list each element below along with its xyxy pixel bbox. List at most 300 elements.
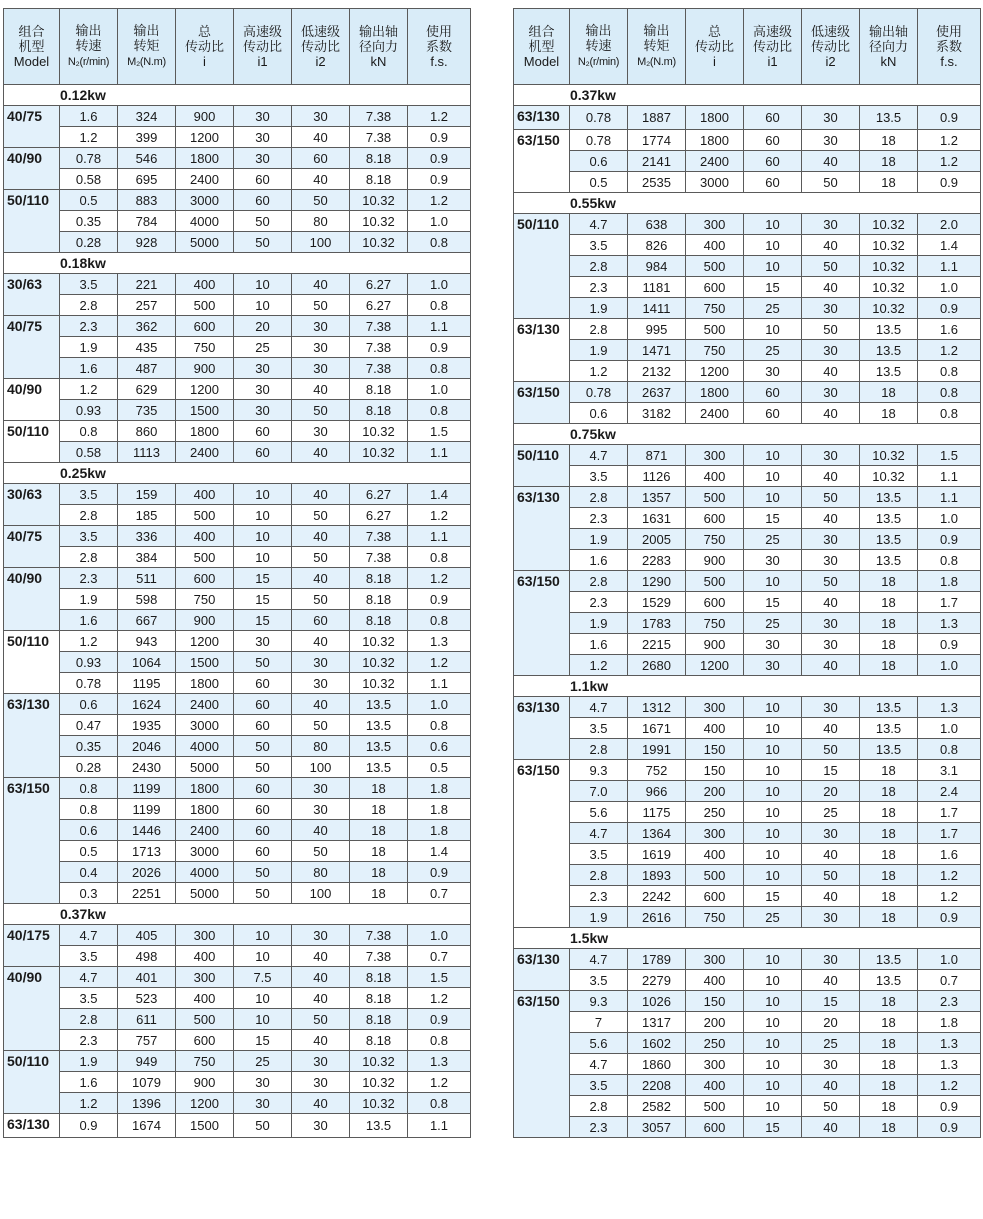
table-row	[4, 757, 471, 778]
table-row	[514, 487, 981, 508]
high-speed-ratio-cell: 50	[234, 883, 292, 904]
output-torque-cell: 883	[118, 190, 176, 211]
radial-force-cell: 8.18	[350, 1009, 408, 1030]
table-row	[4, 841, 471, 862]
total-ratio-cell: 400	[176, 988, 234, 1009]
table-row	[514, 949, 981, 970]
model-cell: 63/150	[514, 130, 570, 193]
low-speed-ratio-cell: 30	[802, 529, 860, 550]
radial-force-cell: 7.38	[350, 337, 408, 358]
low-speed-ratio-cell: 40	[292, 127, 350, 148]
high-speed-ratio-cell: 15	[234, 568, 292, 589]
output-speed-cell: 2.8	[60, 547, 118, 568]
service-factor-cell: 2.4	[918, 781, 981, 802]
header-model: 组合 机型 Model	[4, 9, 60, 85]
output-torque-cell: 1199	[118, 778, 176, 799]
service-factor-cell: 1.6	[918, 319, 981, 340]
low-speed-ratio-cell: 30	[802, 613, 860, 634]
model-cell: 50/110	[514, 214, 570, 319]
service-factor-cell: 1.2	[918, 1075, 981, 1096]
radial-force-cell: 10.32	[350, 631, 408, 652]
output-speed-cell: 5.6	[570, 802, 628, 823]
total-ratio-cell: 1800	[686, 106, 744, 130]
high-speed-ratio-cell: 10	[234, 547, 292, 568]
total-ratio-cell: 400	[686, 718, 744, 739]
total-ratio-cell: 400	[686, 466, 744, 487]
service-factor-cell: 1.7	[918, 823, 981, 844]
radial-force-cell: 18	[860, 823, 918, 844]
high-speed-ratio-cell: 30	[234, 106, 292, 127]
radial-force-cell: 18	[350, 883, 408, 904]
low-speed-ratio-cell: 15	[802, 991, 860, 1012]
total-ratio-cell: 900	[176, 106, 234, 127]
service-factor-cell: 0.8	[918, 382, 981, 403]
high-speed-ratio-cell: 60	[744, 403, 802, 424]
radial-force-cell: 18	[350, 820, 408, 841]
output-speed-cell: 3.5	[60, 946, 118, 967]
high-speed-ratio-cell: 30	[234, 1072, 292, 1093]
radial-force-cell: 13.5	[860, 361, 918, 382]
output-speed-cell: 1.2	[570, 361, 628, 382]
model-cell: 40/90	[4, 379, 60, 421]
output-torque-cell: 629	[118, 379, 176, 400]
output-speed-cell: 0.35	[60, 211, 118, 232]
table-row	[514, 697, 981, 718]
radial-force-cell: 18	[350, 799, 408, 820]
high-speed-ratio-cell: 25	[744, 529, 802, 550]
output-torque-cell: 1602	[628, 1033, 686, 1054]
total-ratio-cell: 900	[176, 358, 234, 379]
output-torque-cell: 1290	[628, 571, 686, 592]
table-row	[514, 865, 981, 886]
service-factor-cell: 0.9	[918, 172, 981, 193]
high-speed-ratio-cell: 10	[744, 487, 802, 508]
low-speed-ratio-cell: 50	[292, 547, 350, 568]
table-row	[4, 988, 471, 1009]
radial-force-cell: 13.5	[350, 715, 408, 736]
output-torque-cell: 598	[118, 589, 176, 610]
total-ratio-cell: 1800	[176, 799, 234, 820]
low-speed-ratio-cell: 30	[802, 949, 860, 970]
table-row	[4, 274, 471, 295]
output-torque-cell: 1471	[628, 340, 686, 361]
radial-force-cell: 13.5	[350, 1114, 408, 1138]
output-speed-cell: 0.9	[60, 1114, 118, 1138]
low-speed-ratio-cell: 30	[802, 634, 860, 655]
model-cell: 63/130	[514, 319, 570, 382]
output-speed-cell: 0.6	[60, 820, 118, 841]
output-speed-cell: 0.58	[60, 169, 118, 190]
output-torque-cell: 2283	[628, 550, 686, 571]
output-torque-cell: 2215	[628, 634, 686, 655]
output-torque-cell: 984	[628, 256, 686, 277]
low-speed-ratio-cell: 50	[802, 865, 860, 886]
total-ratio-cell: 1800	[176, 673, 234, 694]
output-torque-cell: 498	[118, 946, 176, 967]
table-row	[4, 148, 471, 169]
output-torque-cell: 1935	[118, 715, 176, 736]
high-speed-ratio-cell: 60	[234, 778, 292, 799]
service-factor-cell: 0.9	[408, 148, 471, 169]
table-row	[4, 568, 471, 589]
service-factor-cell: 0.9	[408, 589, 471, 610]
total-ratio-cell: 900	[686, 550, 744, 571]
output-speed-cell: 0.78	[60, 148, 118, 169]
total-ratio-cell: 400	[176, 274, 234, 295]
high-speed-ratio-cell: 7.5	[234, 967, 292, 988]
service-factor-cell: 1.5	[918, 445, 981, 466]
high-speed-ratio-cell: 25	[744, 340, 802, 361]
low-speed-ratio-cell: 40	[802, 718, 860, 739]
table-row	[514, 844, 981, 865]
radial-force-cell: 13.5	[350, 736, 408, 757]
radial-force-cell: 13.5	[860, 718, 918, 739]
high-speed-ratio-cell: 30	[744, 634, 802, 655]
service-factor-cell: 1.1	[918, 256, 981, 277]
table-row	[4, 673, 471, 694]
output-torque-cell: 2141	[628, 151, 686, 172]
low-speed-ratio-cell: 30	[292, 673, 350, 694]
table-row	[514, 1096, 981, 1117]
low-speed-ratio-cell: 30	[802, 340, 860, 361]
total-ratio-cell: 600	[686, 277, 744, 298]
table-row	[4, 652, 471, 673]
output-torque-cell: 1181	[628, 277, 686, 298]
model-cell: 63/130	[514, 949, 570, 991]
high-speed-ratio-cell: 30	[234, 358, 292, 379]
service-factor-cell: 1.8	[918, 1012, 981, 1033]
service-factor-cell: 1.0	[408, 274, 471, 295]
table-row	[514, 592, 981, 613]
high-speed-ratio-cell: 50	[234, 862, 292, 883]
high-speed-ratio-cell: 30	[234, 631, 292, 652]
high-speed-ratio-cell: 60	[234, 190, 292, 211]
radial-force-cell: 7.38	[350, 106, 408, 127]
table-row	[4, 547, 471, 568]
high-speed-ratio-cell: 30	[744, 361, 802, 382]
low-speed-ratio-cell: 80	[292, 736, 350, 757]
high-speed-ratio-cell: 30	[744, 655, 802, 676]
output-speed-cell: 1.9	[60, 337, 118, 358]
low-speed-ratio-cell: 40	[802, 1075, 860, 1096]
radial-force-cell: 7.38	[350, 127, 408, 148]
service-factor-cell: 1.3	[918, 613, 981, 634]
high-speed-ratio-cell: 15	[234, 1030, 292, 1051]
table-row	[4, 379, 471, 400]
low-speed-ratio-cell: 30	[292, 652, 350, 673]
output-speed-cell: 1.6	[60, 610, 118, 631]
output-torque-cell: 871	[628, 445, 686, 466]
output-speed-cell: 0.47	[60, 715, 118, 736]
low-speed-ratio-cell: 15	[802, 760, 860, 781]
radial-force-cell: 13.5	[860, 739, 918, 760]
radial-force-cell: 8.18	[350, 967, 408, 988]
power-section-row	[514, 676, 981, 697]
total-ratio-cell: 200	[686, 781, 744, 802]
table-row	[514, 823, 981, 844]
total-ratio-cell: 500	[686, 319, 744, 340]
high-speed-ratio-cell: 30	[234, 400, 292, 421]
low-speed-ratio-cell: 60	[292, 148, 350, 169]
service-factor-cell: 1.8	[408, 799, 471, 820]
table-row	[514, 907, 981, 928]
power-section-row	[514, 193, 981, 214]
high-speed-ratio-cell: 10	[744, 256, 802, 277]
service-factor-cell: 1.1	[918, 487, 981, 508]
table-row	[4, 1030, 471, 1051]
service-factor-cell: 0.8	[918, 550, 981, 571]
table-row	[4, 358, 471, 379]
output-speed-cell: 2.3	[60, 568, 118, 589]
low-speed-ratio-cell: 30	[802, 1054, 860, 1075]
service-factor-cell: 1.5	[408, 967, 471, 988]
output-torque-cell: 2637	[628, 382, 686, 403]
high-speed-ratio-cell: 10	[744, 445, 802, 466]
low-speed-ratio-cell: 50	[292, 715, 350, 736]
total-ratio-cell: 300	[686, 823, 744, 844]
output-speed-cell: 0.5	[570, 172, 628, 193]
total-ratio-cell: 500	[686, 256, 744, 277]
output-torque-cell: 757	[118, 1030, 176, 1051]
output-torque-cell: 1893	[628, 865, 686, 886]
high-speed-ratio-cell: 50	[234, 736, 292, 757]
header-output-speed: 输出 转速 N₂(r/min)	[60, 9, 118, 85]
model-cell: 63/150	[514, 760, 570, 928]
model-cell: 50/110	[4, 631, 60, 694]
header-output-torque: 输出 转矩 M₂(N.m)	[628, 9, 686, 85]
service-factor-cell: 1.2	[408, 568, 471, 589]
high-speed-ratio-cell: 30	[234, 148, 292, 169]
high-speed-ratio-cell: 10	[234, 274, 292, 295]
output-torque-cell: 638	[628, 214, 686, 235]
high-speed-ratio-cell: 60	[744, 106, 802, 130]
table-row	[4, 1051, 471, 1072]
service-factor-cell: 1.0	[918, 277, 981, 298]
output-speed-cell: 2.3	[570, 886, 628, 907]
output-torque-cell: 1674	[118, 1114, 176, 1138]
low-speed-ratio-cell: 40	[292, 694, 350, 715]
total-ratio-cell: 300	[686, 949, 744, 970]
total-ratio-cell: 1500	[176, 652, 234, 673]
low-speed-ratio-cell: 30	[292, 1051, 350, 1072]
output-torque-cell: 1671	[628, 718, 686, 739]
service-factor-cell: 1.7	[918, 802, 981, 823]
output-torque-cell: 1619	[628, 844, 686, 865]
radial-force-cell: 18	[350, 841, 408, 862]
model-cell: 63/150	[4, 778, 60, 904]
output-speed-cell: 0.78	[60, 673, 118, 694]
low-speed-ratio-cell: 30	[802, 106, 860, 130]
low-speed-ratio-cell: 50	[292, 505, 350, 526]
header-output-speed: 输出 转速 N₂(r/min)	[570, 9, 628, 85]
radial-force-cell: 8.18	[350, 379, 408, 400]
service-factor-cell: 1.3	[918, 697, 981, 718]
total-ratio-cell: 5000	[176, 883, 234, 904]
output-torque-cell: 1411	[628, 298, 686, 319]
output-speed-cell: 7.0	[570, 781, 628, 802]
total-ratio-cell: 750	[176, 1051, 234, 1072]
total-ratio-cell: 400	[176, 526, 234, 547]
output-speed-cell: 1.9	[60, 589, 118, 610]
radial-force-cell: 10.32	[860, 214, 918, 235]
table-row	[514, 508, 981, 529]
low-speed-ratio-cell: 40	[292, 568, 350, 589]
total-ratio-cell: 300	[686, 445, 744, 466]
total-ratio-cell: 250	[686, 802, 744, 823]
radial-force-cell: 18	[860, 655, 918, 676]
radial-force-cell: 13.5	[860, 106, 918, 130]
power-section-label: 0.18kw	[4, 253, 471, 274]
service-factor-cell: 0.8	[408, 547, 471, 568]
table-row	[4, 526, 471, 547]
radial-force-cell: 18	[860, 1117, 918, 1138]
spec-table-right	[513, 8, 981, 1138]
total-ratio-cell: 1200	[176, 379, 234, 400]
low-speed-ratio-cell: 30	[802, 697, 860, 718]
total-ratio-cell: 4000	[176, 862, 234, 883]
radial-force-cell: 18	[860, 886, 918, 907]
table-row	[514, 529, 981, 550]
low-speed-ratio-cell: 30	[802, 382, 860, 403]
high-speed-ratio-cell: 10	[744, 865, 802, 886]
total-ratio-cell: 1800	[176, 778, 234, 799]
table-row	[514, 298, 981, 319]
total-ratio-cell: 250	[686, 1033, 744, 1054]
high-speed-ratio-cell: 50	[234, 211, 292, 232]
table-row	[514, 886, 981, 907]
output-speed-cell: 0.6	[60, 694, 118, 715]
table-row	[4, 1009, 471, 1030]
output-speed-cell: 0.93	[60, 652, 118, 673]
total-ratio-cell: 5000	[176, 757, 234, 778]
output-speed-cell: 3.5	[570, 844, 628, 865]
output-speed-cell: 9.3	[570, 760, 628, 781]
radial-force-cell: 18	[350, 862, 408, 883]
low-speed-ratio-cell: 40	[292, 988, 350, 1009]
low-speed-ratio-cell: 50	[292, 589, 350, 610]
output-speed-cell: 0.78	[570, 106, 628, 130]
low-speed-ratio-cell: 30	[802, 298, 860, 319]
output-speed-cell: 9.3	[570, 991, 628, 1012]
high-speed-ratio-cell: 10	[744, 214, 802, 235]
low-speed-ratio-cell: 40	[802, 403, 860, 424]
low-speed-ratio-cell: 100	[292, 232, 350, 253]
output-torque-cell: 949	[118, 1051, 176, 1072]
output-speed-cell: 0.3	[60, 883, 118, 904]
service-factor-cell: 1.1	[918, 466, 981, 487]
service-factor-cell: 0.8	[408, 232, 471, 253]
low-speed-ratio-cell: 40	[802, 655, 860, 676]
output-torque-cell: 1364	[628, 823, 686, 844]
output-torque-cell: 1357	[628, 487, 686, 508]
table-row	[514, 991, 981, 1012]
service-factor-cell: 0.9	[408, 169, 471, 190]
total-ratio-cell: 900	[686, 634, 744, 655]
radial-force-cell: 10.32	[350, 421, 408, 442]
service-factor-cell: 1.1	[408, 316, 471, 337]
radial-force-cell: 18	[860, 865, 918, 886]
power-section-label: 0.25kw	[4, 463, 471, 484]
low-speed-ratio-cell: 30	[292, 316, 350, 337]
service-factor-cell: 1.2	[918, 865, 981, 886]
output-speed-cell: 3.5	[570, 466, 628, 487]
radial-force-cell: 18	[860, 403, 918, 424]
low-speed-ratio-cell: 40	[802, 508, 860, 529]
radial-force-cell: 13.5	[350, 694, 408, 715]
low-speed-ratio-cell: 50	[292, 400, 350, 421]
total-ratio-cell: 1200	[686, 361, 744, 382]
high-speed-ratio-cell: 10	[744, 760, 802, 781]
output-torque-cell: 511	[118, 568, 176, 589]
output-speed-cell: 2.8	[60, 505, 118, 526]
radial-force-cell: 13.5	[860, 697, 918, 718]
service-factor-cell: 0.8	[408, 400, 471, 421]
total-ratio-cell: 400	[686, 235, 744, 256]
total-ratio-cell: 1200	[176, 127, 234, 148]
output-speed-cell: 0.6	[570, 403, 628, 424]
table-row	[4, 442, 471, 463]
output-speed-cell: 3.5	[570, 1075, 628, 1096]
high-speed-ratio-cell: 15	[744, 592, 802, 613]
service-factor-cell: 1.2	[408, 106, 471, 127]
service-factor-cell: 1.2	[918, 130, 981, 151]
low-speed-ratio-cell: 30	[292, 1072, 350, 1093]
high-speed-ratio-cell: 10	[744, 1033, 802, 1054]
total-ratio-cell: 750	[686, 613, 744, 634]
output-speed-cell: 0.4	[60, 862, 118, 883]
service-factor-cell: 0.8	[918, 739, 981, 760]
header-model: 组合 机型 Model	[514, 9, 570, 85]
total-ratio-cell: 1500	[176, 1114, 234, 1138]
total-ratio-cell: 500	[686, 865, 744, 886]
table-row	[514, 277, 981, 298]
high-speed-ratio-cell: 10	[744, 571, 802, 592]
output-torque-cell: 257	[118, 295, 176, 316]
output-torque-cell: 1887	[628, 106, 686, 130]
model-cell: 40/175	[4, 925, 60, 967]
total-ratio-cell: 900	[176, 610, 234, 631]
high-speed-ratio-cell: 60	[234, 715, 292, 736]
total-ratio-cell: 4000	[176, 211, 234, 232]
output-speed-cell: 0.28	[60, 757, 118, 778]
radial-force-cell: 18	[860, 1096, 918, 1117]
model-cell: 50/110	[4, 1051, 60, 1114]
power-section-label: 0.12kw	[4, 85, 471, 106]
table-row	[514, 655, 981, 676]
high-speed-ratio-cell: 10	[744, 1096, 802, 1117]
radial-force-cell: 18	[860, 382, 918, 403]
output-speed-cell: 2.8	[570, 1096, 628, 1117]
low-speed-ratio-cell: 40	[292, 1030, 350, 1051]
service-factor-cell: 0.9	[918, 1117, 981, 1138]
table-row	[4, 190, 471, 211]
high-speed-ratio-cell: 10	[234, 484, 292, 505]
header-radial-force: 输出轴 径向力 kN	[350, 9, 408, 85]
high-speed-ratio-cell: 10	[744, 970, 802, 991]
output-speed-cell: 0.35	[60, 736, 118, 757]
total-ratio-cell: 400	[686, 1075, 744, 1096]
output-speed-cell: 2.3	[570, 592, 628, 613]
output-speed-cell: 4.7	[570, 1054, 628, 1075]
output-speed-cell: 3.5	[60, 484, 118, 505]
table-row	[514, 760, 981, 781]
table-row	[514, 1117, 981, 1138]
radial-force-cell: 13.5	[860, 508, 918, 529]
power-section-label: 0.55kw	[514, 193, 981, 214]
high-speed-ratio-cell: 10	[744, 697, 802, 718]
output-torque-cell: 695	[118, 169, 176, 190]
total-ratio-cell: 600	[176, 568, 234, 589]
